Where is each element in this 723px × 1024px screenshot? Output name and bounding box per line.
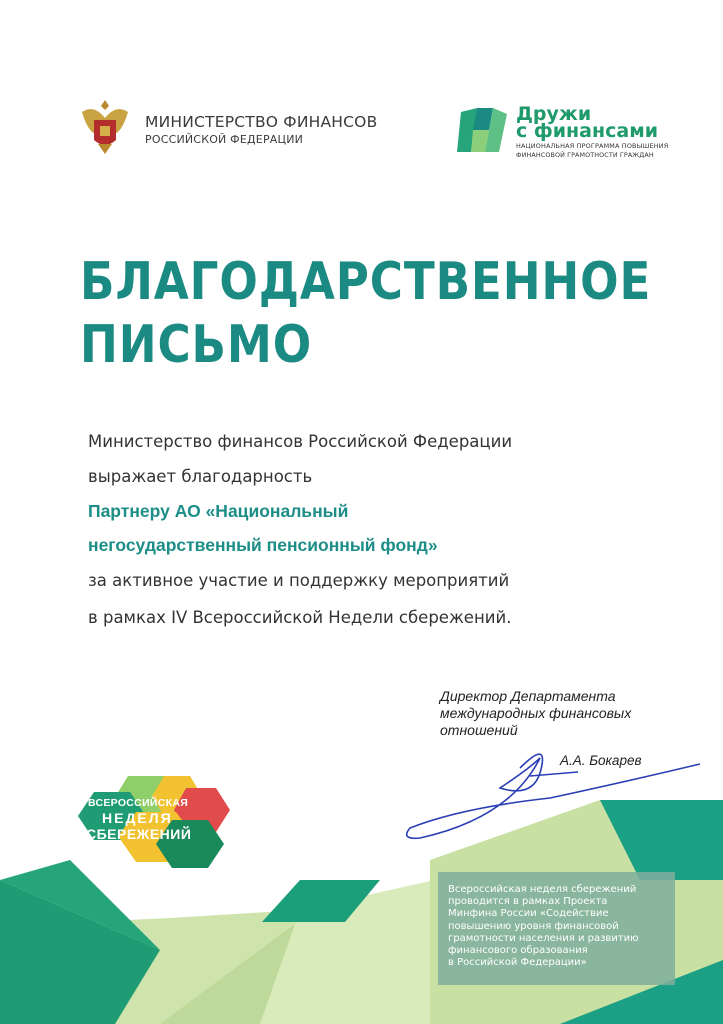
footer-line: финансового образования bbox=[448, 945, 588, 957]
week-logo-line-2: НЕДЕЛЯ bbox=[102, 810, 173, 826]
program-title-2: с финансами bbox=[516, 120, 659, 142]
signature-icon bbox=[400, 728, 710, 848]
signer-position-1: Директор Департамента bbox=[440, 688, 616, 704]
title-line-2: ПИСЬМО bbox=[80, 315, 313, 375]
footer-line: грамотности населения и развитию bbox=[448, 932, 639, 944]
ministry-subtitle: РОССИЙСКОЙ ФЕДЕРАЦИИ bbox=[145, 133, 304, 146]
footer-line: повышению уровня финансовой bbox=[448, 920, 619, 932]
ministry-name: МИНИСТЕРСТВО ФИНАНСОВ bbox=[145, 113, 378, 131]
title-line-1: БЛАГОДАРСТВЕННОЕ bbox=[80, 252, 652, 312]
body-line-3: за активное участие и поддержку мероприятий bbox=[88, 571, 510, 590]
footer-note bbox=[448, 884, 673, 969]
recipient-line-1: Партнеру АО «Национальный bbox=[88, 501, 349, 521]
program-subtitle-1: НАЦИОНАЛЬНАЯ ПРОГРАММА ПОВЫШЕНИЯ bbox=[516, 142, 669, 150]
footer-line: Всероссийская неделя сбережений bbox=[448, 884, 637, 895]
footer-line: проводится в рамках Проекта bbox=[448, 896, 608, 908]
footer-line: в Российской Федерации» bbox=[448, 957, 587, 969]
signer-name: А.А. Бокарев bbox=[560, 753, 642, 768]
recipient-line-2: негосударственный пенсионный фонд» bbox=[88, 535, 438, 555]
program-logo-icon bbox=[453, 104, 511, 156]
signer-position-3: отношений bbox=[440, 722, 518, 738]
program-subtitle-2: ФИНАНСОВОЙ ГРАМОТНОСТИ ГРАЖДАН bbox=[516, 151, 654, 159]
week-logo-line-1: ВСЕРОССИЙСКАЯ bbox=[88, 797, 189, 809]
week-logo-line-3: СБЕРЕЖЕНИЙ bbox=[86, 826, 192, 842]
body-line-1: Министерство финансов Российской Федерации bbox=[88, 432, 513, 451]
signer-position-2: международных финансовых bbox=[440, 705, 632, 721]
footer-line: Минфина России «Содействие bbox=[448, 908, 609, 920]
program-title-1: Дружи bbox=[516, 103, 592, 125]
emblem-icon bbox=[74, 96, 136, 158]
body-line-2: выражает благодарность bbox=[88, 467, 313, 486]
body-line-4: в рамках IV Всероссийской Недели сбережений. bbox=[88, 608, 512, 627]
